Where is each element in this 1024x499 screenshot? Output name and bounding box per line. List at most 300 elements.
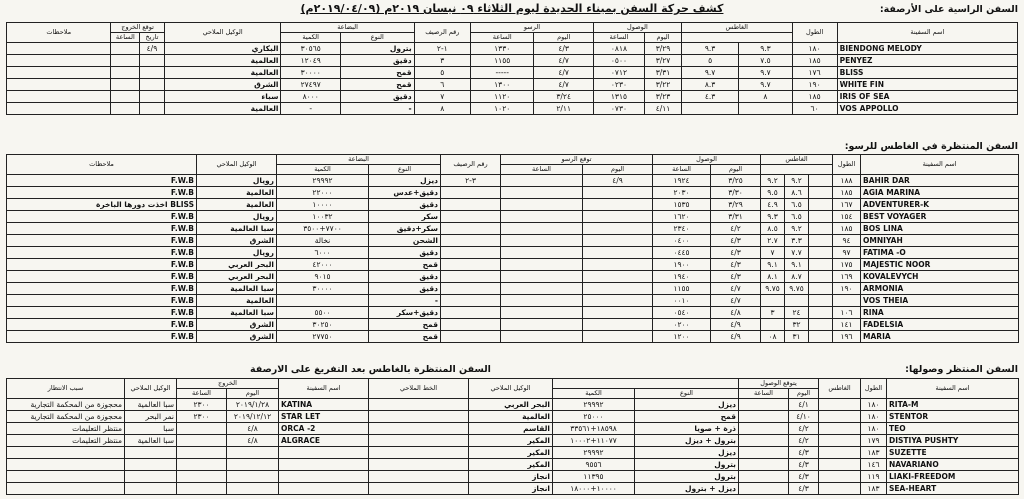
ship-name-cell: VOS APPOLLO [837,103,1017,115]
line-cell [369,435,469,447]
arrival-time-cell: ١٩٠٠ [653,259,711,271]
notes-cell: F.W.B [7,295,197,307]
col-cargo: البضاعة [281,23,414,33]
line-cell [369,483,469,495]
dep-date-cell [140,91,165,103]
ship-name-cell: DISTIYA PUSHTY [887,435,1019,447]
day-cell: ٤/٢ [789,435,819,447]
berth-cell [441,271,501,283]
berth-cell [441,187,501,199]
draft-b-cell: ٩.٢ [785,175,809,187]
ship-name-cell: VOS THEIA [861,295,1019,307]
table-row [7,43,1018,55]
cargo-type-cell: بترول [635,459,739,471]
draft-cell [819,423,861,435]
table-row [7,331,1019,343]
berth-cell [441,259,501,271]
draft-b-cell [739,103,792,115]
berth-cell [441,319,501,331]
notes-cell [7,103,111,115]
notes-cell [7,67,111,79]
berth-cell [441,223,501,235]
berth-cell [441,235,501,247]
loa-cell [833,295,861,307]
draft-b-cell [785,295,809,307]
col-berth-no: رقم الرصيف [414,23,470,43]
draft-a-cell: ٠٨ [761,331,785,343]
col2-draft: الغاطس [761,155,833,165]
qty-cell: ٢٧٤٩٧ [281,79,340,91]
draft-b-cell: ٨.٧ [785,271,809,283]
cargo-type-cell: بترول + ديزل [635,435,739,447]
draft-a-cell: ٩.٣ [681,43,738,55]
col-departure: توقع الخروج [111,23,164,33]
agent-cell: الشرق [197,331,277,343]
section-waiting-berth-title: السفن المنتظرة في الغاطس للرسو: [844,141,1018,152]
arrival-day-cell: ٣/٢٩ [645,43,682,55]
exp-day-cell [583,283,653,295]
agent-cell: سبا العالمية [197,283,277,295]
loa-cell: ٩٤ [833,235,861,247]
loa-cell: ١٨٠ [861,423,887,435]
col-berthing: الرسو [470,23,593,33]
arrival-time-cell: ٠٤٠٠ [653,235,711,247]
arrival-time-cell: ١٥٣٥ [653,199,711,211]
draft-cell [819,411,861,423]
loa-cell: ١٨٥ [792,55,837,67]
draft-b-cell: ٩.٧٥ [785,283,809,295]
berth-time-cell: ١٣٠٠ [470,79,534,91]
col2-exp-time: الساعة [501,165,583,175]
col3-dep-time: الساعة [177,389,227,399]
qty-cell: ٢٩٩٩٢ [553,399,635,411]
draft-b-cell: ٩.٢ [785,223,809,235]
arrival-day-cell: ٤/٣ [711,259,761,271]
dep-time-cell [177,471,227,483]
cargo-type-cell: قمح [369,319,441,331]
table-row [7,447,1019,459]
berth-cell: ٨ [414,103,470,115]
arrival-day-cell: ٤/٩ [711,319,761,331]
arrival-day-cell: ٣/٢٧ [645,55,682,67]
draft-b-cell: ٣٢ [785,319,809,331]
day-cell: ٤/٢ [789,423,819,435]
time-cell [739,447,789,459]
berth-day-cell: ٢/١١ [534,103,593,115]
exp-time-cell [501,319,583,331]
berth-cell [441,211,501,223]
loa-cell: ١٨٥ [792,91,837,103]
qty-cell: ٥٥٠٠ [277,307,369,319]
arrival-day-cell: ٤/٣ [711,247,761,259]
dep-time-cell: ٢٣٠٠ [177,399,227,411]
col-name: اسم السفينة [837,23,1017,43]
col3-w-name: اسم السفينة [279,379,369,399]
agent-cell: العالمية [469,411,553,423]
exp-day-cell [583,235,653,247]
line-cell [369,423,469,435]
exp-time-cell [501,295,583,307]
table-row [7,283,1019,295]
dep-time-cell [111,55,140,67]
waiting-agent-cell [125,483,177,495]
cargo-type-cell: ديزل [635,447,739,459]
table-row [7,399,1019,411]
agent-cell: البحر العربي [197,271,277,283]
cargo-type-cell: ذرة + صويا [635,423,739,435]
ship-name-cell: SUZETTE [887,447,1019,459]
dep-date-cell: ٤/٩ [140,43,165,55]
table-row [7,175,1019,187]
exp-time-cell [501,271,583,283]
draft-c-cell [809,259,833,271]
arrival-day-cell: ٤/٩ [711,331,761,343]
notes-cell: F.W.B [7,319,197,331]
agent-cell: الشرق [197,319,277,331]
loa-cell: ١٩٦ [833,331,861,343]
col-loa: الطول [792,23,837,43]
arrival-time-cell: ٠٧١٢ [593,67,644,79]
berth-cell [441,283,501,295]
berth-cell [441,307,501,319]
agent-cell: انجاز [469,471,553,483]
loa-cell: ١٨٣ [861,447,887,459]
cargo-type-cell: قمح [340,79,414,91]
exp-day-cell [583,187,653,199]
notes-cell: F.W.B [7,223,197,235]
qty-cell: نخالة [277,235,369,247]
reason-cell [7,483,125,495]
draft-c-cell [809,235,833,247]
col2-exp-day: اليوم [583,165,653,175]
arrival-time-cell: ٢٣٤٠ [653,223,711,235]
time-cell [739,399,789,411]
time-cell [739,435,789,447]
day-cell: ٤/٣ [789,471,819,483]
draft-c-cell [809,271,833,283]
arrival-time-cell: ٠٤٤٥ [653,247,711,259]
ship-name-cell: RITA-M [887,399,1019,411]
cargo-type-cell: قمح [340,67,414,79]
col-draft-sub [681,33,792,43]
exp-day-cell [583,211,653,223]
reason-cell: محجوزة من المحكمة التجارية [7,411,125,423]
col2-arrival: الوصول [653,155,761,165]
table-row [7,187,1019,199]
line-cell [369,399,469,411]
dep-date-cell: ٢٠١٩/١/٢٨ [227,399,279,411]
exp-day-cell [583,331,653,343]
draft-b-cell: ٣.٣ [785,235,809,247]
notes-cell [7,55,111,67]
col3-loa: الطول [861,379,887,399]
arrival-day-cell: ٣/٢٣ [645,91,682,103]
draft-a-cell [681,103,738,115]
arrival-time-cell: ١٩٢٤ [653,175,711,187]
section-expected-title: السفن المنتظر وصولها: [905,364,1018,375]
cargo-type-cell: بترول [635,471,739,483]
col3-line: الخط الملاحي [369,379,469,399]
notes-cell: اخذت دورها الباخرة BLISS [7,199,197,211]
ship-name-cell: BEST VOYAGER [861,211,1019,223]
arrival-day-cell: ٤/٣ [711,235,761,247]
qty-cell: ٣٠٢٥٠ [277,319,369,331]
col-dep-date: تاريخ [140,33,165,43]
line-cell [369,471,469,483]
arrival-time-cell: ٠٥٤٠ [653,307,711,319]
draft-a-cell: ٤.٩ [761,199,785,211]
qty-cell: ١٠٠٠٠+١٨٠٠٠ [553,483,635,495]
loa-cell: ١٧٩ [861,435,887,447]
ship-name-cell: BIENDONG MELODY [837,43,1017,55]
exp-day-cell [583,307,653,319]
exp-time-cell [501,223,583,235]
agent-cell: القاسم [469,423,553,435]
exp-day-cell [583,271,653,283]
ship-name-cell: ADVENTURER-K [861,199,1019,211]
agent-cell: سبا العالمية [197,307,277,319]
ship-name-cell: FADELSIA [861,319,1019,331]
berth-cell: ٥ [414,67,470,79]
table-row [7,211,1019,223]
reason-cell: منتظر التعليمات [7,435,125,447]
draft-c-cell [809,307,833,319]
arrival-day-cell: ٣/٣٠ [711,187,761,199]
col3-exp-arrival: يتوقع الوصول [739,379,819,389]
expected-ships-table [6,378,1018,495]
qty-cell: ٦٠٠٠ [277,247,369,259]
agent-cell: البكاري [164,43,281,55]
draft-a-cell [761,319,785,331]
draft-b-cell: ٩.٧ [739,79,792,91]
draft-a-cell: ٩.٣ [761,211,785,223]
berth-cell: ٣ [414,55,470,67]
waiting-ship-name-cell [279,471,369,483]
berth-cell: ٣-٢ [441,175,501,187]
draft-cell [819,399,861,411]
qty-cell: ٨٠٠٠ [281,91,340,103]
berth-day-cell: ٤/٧ [534,67,593,79]
notes-cell: F.W.B [7,211,197,223]
ship-name-cell: BAHIR DAR [861,175,1019,187]
qty-cell: ١١٠٧٧+١٠٠٠٢ [553,435,635,447]
qty-cell: ٢٥٠٠٠ [553,411,635,423]
draft-cell [819,447,861,459]
day-cell: ٤/١ [789,399,819,411]
cargo-type-cell: دقيق [369,199,441,211]
loa-cell: ١٨٠ [861,399,887,411]
waiting-ship-name-cell: KATINA [279,399,369,411]
expected-ships-body [7,399,1019,495]
draft-a-cell: ٥ [681,55,738,67]
qty-cell: ١٨٥٩٨+٣٣٥٦١ [553,423,635,435]
agent-cell: العالمية [197,199,277,211]
draft-a-cell: ٩.٧ [681,67,738,79]
qty-cell: ٩٠١٥ [277,271,369,283]
notes-cell: F.W.B [7,331,197,343]
col2-arr-day: اليوم [711,165,761,175]
draft-cell [819,459,861,471]
draft-a-cell: ٣ [761,307,785,319]
berth-cell [441,295,501,307]
col3-draft: الغاطس [819,379,861,399]
berth-day-cell: ٤/٣ [534,43,593,55]
dep-date-cell [227,483,279,495]
draft-a-cell: ٩.٢ [761,175,785,187]
draft-c-cell [809,283,833,295]
draft-a-cell: ٨.١ [761,271,785,283]
table-row [7,223,1019,235]
dep-time-cell [111,43,140,55]
draft-a-cell: ٢.٧ [761,235,785,247]
agent-cell: البحر العربي [469,399,553,411]
arrival-time-cell: ١٩٤٠ [653,271,711,283]
loa-cell: ١٥٤ [833,211,861,223]
agent-cell: سبا العالمية [197,223,277,235]
berthed-ships-table [6,22,1018,115]
waiting-ship-name-cell: STAR LET [279,411,369,423]
draft-c-cell [809,223,833,235]
table-row [7,471,1019,483]
waiting-agent-cell: سبا العالمية [125,435,177,447]
draft-a-cell: ٨.٣ [681,79,738,91]
table-row [7,247,1019,259]
exp-day-cell: ٤/٩ [583,175,653,187]
berthed-ships-body [7,43,1018,115]
exp-day-cell [583,319,653,331]
cargo-type-cell: ديزل [635,399,739,411]
ship-name-cell: FATIMA -O [861,247,1019,259]
qty-cell: ١١٣٩٥ [553,471,635,483]
table-row [7,295,1019,307]
arrival-time-cell: ٠٢٠٠ [653,319,711,331]
berth-cell: ١-٢ [414,43,470,55]
col3-name: اسم السفينة [887,379,1019,399]
col3-w-agent: الوكيل الملاحي [125,379,177,399]
col3-day: اليوم [789,389,819,399]
exp-day-cell [583,199,653,211]
dep-date-cell: ٢٠١٩/١٢/١٢ [227,411,279,423]
waiting-agent-cell: سبا العالمية [125,399,177,411]
arrival-day-cell: ٤/١١ [645,103,682,115]
draft-cell [819,483,861,495]
col3-time: الساعة [739,389,789,399]
ship-name-cell: PENYEZ [837,55,1017,67]
ship-name-cell: IRIS OF SEA [837,91,1017,103]
cargo-type-cell: سكر [369,211,441,223]
berth-time-cell: ١٠٢٠ [470,103,534,115]
waiting-ship-name-cell [279,483,369,495]
agent-cell: الشرق [164,79,281,91]
berth-day-cell: ٣/٢٤ [534,91,593,103]
draft-b-cell: ٧.٧ [785,247,809,259]
table-row [7,67,1018,79]
draft-b-cell: ٩.٧ [739,67,792,79]
page-title: كشف حركة السفن بميناء الحديدة ليوم الثلاثاء ٠٩ نيسان ٢٠١٩م (٢٠١٩/٠٤/٠٩م) [300,2,724,15]
ship-name-cell: STENTOR [887,411,1019,423]
notes-cell: F.W.B [7,307,197,319]
loa-cell: ١٧٥ [833,259,861,271]
dep-time-cell: ٢٣٠٠ [177,411,227,423]
col3-cargo-head [553,379,739,389]
ship-name-cell: MARIA [861,331,1019,343]
table-row [7,435,1019,447]
qty-cell: ٩٥٥٦ [553,459,635,471]
cargo-type-cell: سكر+دقيق [369,223,441,235]
table-row [7,411,1019,423]
arrival-day-cell: ٤/٨ [711,307,761,319]
berth-cell: ٧ [414,91,470,103]
draft-c-cell [809,247,833,259]
cargo-type-cell: دقيق [369,271,441,283]
section-anchorage-title: السفن المنتظرة بالغاطس بعد التفريغ على الارصفة [250,364,491,375]
draft-a-cell: ٤.٣ [681,91,738,103]
berth-cell [441,247,501,259]
cargo-type-cell: الشحن [369,235,441,247]
loa-cell: ١١٩ [861,471,887,483]
col-arr-time: الساعة [593,33,644,43]
dep-date-cell [140,55,165,67]
exp-day-cell [583,223,653,235]
agent-cell: رويال [197,175,277,187]
table-row [7,423,1019,435]
exp-time-cell [501,259,583,271]
col3-qty: الكمية [553,389,635,399]
ship-name-cell: KOVALEVYCH [861,271,1019,283]
qty-cell: ٤٢٠٠٠ [277,259,369,271]
draft-b-cell: ٩.١ [785,259,809,271]
cargo-type-cell: دقيق+عدس [369,187,441,199]
agent-cell: انجاز [469,483,553,495]
notes-cell [7,91,111,103]
loa-cell: ١٠٦ [833,307,861,319]
dep-time-cell [111,67,140,79]
day-cell: ٤/٣ [789,483,819,495]
ship-name-cell: WHITE FIN [837,79,1017,91]
table-row [7,103,1018,115]
draft-b-cell: ٩.٣ [739,43,792,55]
arrival-time-cell: ٠٨١٨ [593,43,644,55]
agent-cell: العالمية [197,295,277,307]
dep-date-cell: ٤/٨ [227,423,279,435]
qty-cell: ٢٢٠٠٠ [277,187,369,199]
line-cell [369,447,469,459]
arrival-day-cell: ٣/٣١ [711,211,761,223]
notes-cell: F.W.B [7,235,197,247]
arrival-day-cell: ٣/٢٢ [645,79,682,91]
cargo-type-cell: - [369,295,441,307]
agent-cell: سباء [164,91,281,103]
ship-name-cell: LIAKI-FREEDOM [887,471,1019,483]
ship-name-cell: NAVARIANO [887,459,1019,471]
notes-cell: F.W.B [7,259,197,271]
dep-time-cell [177,459,227,471]
waiting-ship-name-cell: ALGRACE [279,435,369,447]
draft-a-cell: ٨.٥ [761,223,785,235]
col2-loa: الطول [833,155,861,175]
col-arr-day: اليوم [645,33,682,43]
dep-date-cell [140,79,165,91]
cargo-type-cell: ديزل [369,175,441,187]
berth-day-cell: ٤/٧ [534,55,593,67]
col3-type: النوع [635,389,739,399]
arrival-day-cell: ٣/٢٩ [711,199,761,211]
agent-cell: رويال [197,247,277,259]
loa-cell: ١٨٥ [833,223,861,235]
line-cell [369,459,469,471]
agent-cell: العالمية [164,67,281,79]
qty-cell: ١٢٠٤٩ [281,55,340,67]
